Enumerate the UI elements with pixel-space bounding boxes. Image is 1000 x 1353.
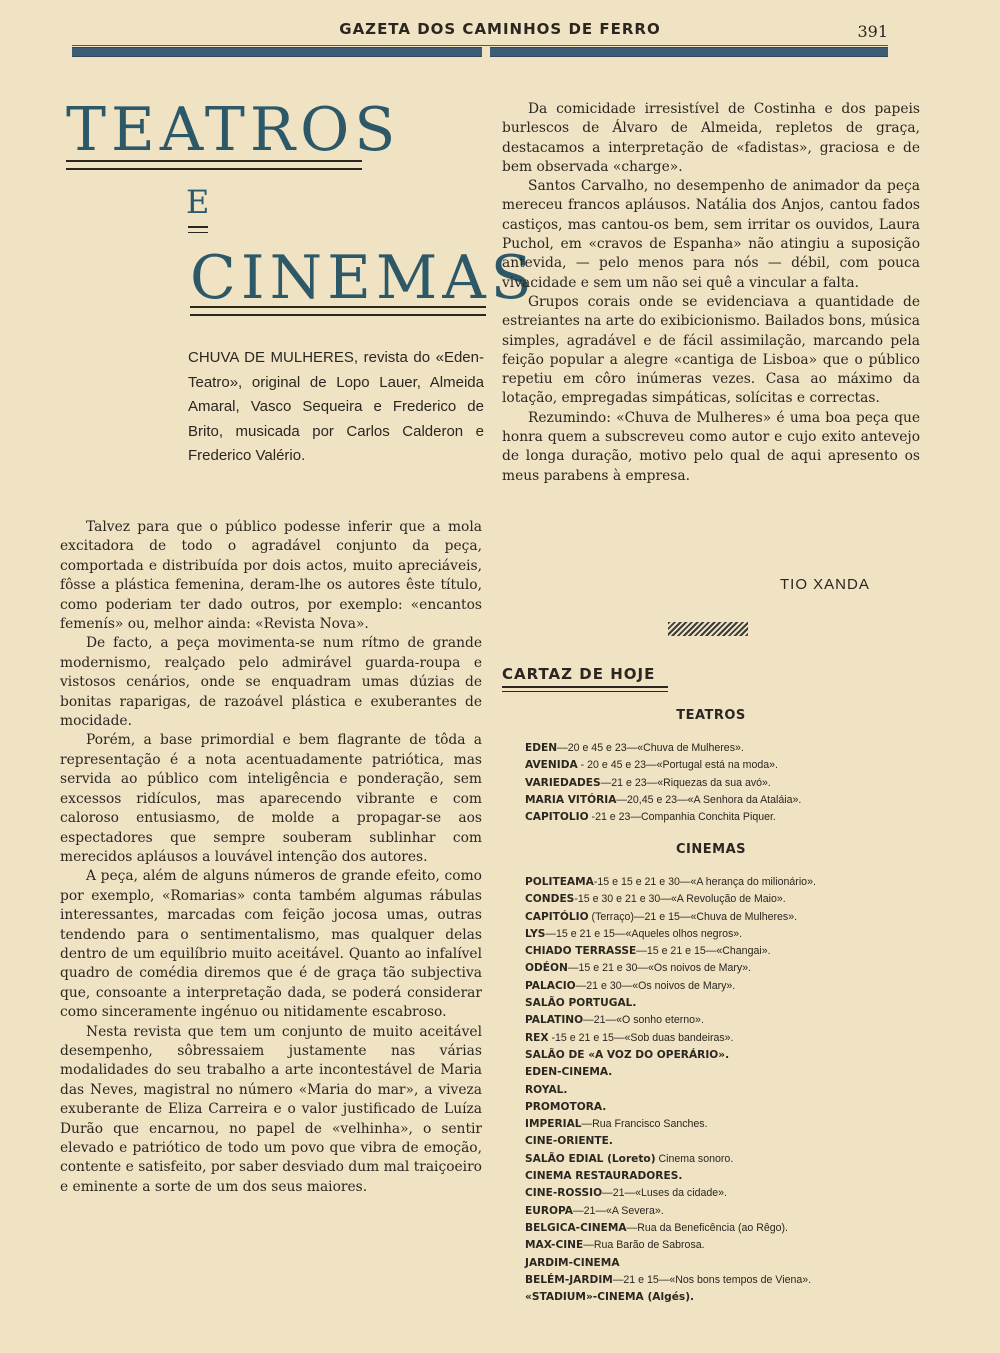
listing-row: [525, 960, 925, 977]
venue-name: EDEN-CINEMA.: [525, 1066, 613, 1079]
article-title-cinemas: CINEMAS: [190, 243, 537, 313]
venue-name: LYS: [525, 927, 546, 940]
venue-name: BELGICA-CINEMA: [525, 1221, 627, 1234]
venue-detail: —Rua Barão de Sabrosa.: [583, 1239, 705, 1252]
article-signature: TIO XANDA: [780, 576, 870, 593]
listing-row: [525, 1133, 925, 1150]
listing-row: [525, 978, 925, 995]
venue-name: CAPITOLIO: [525, 811, 589, 824]
venue-detail: —20 e 45 e 23—«Chuva de Mulheres».: [557, 742, 744, 754]
listing-row: [525, 1289, 925, 1306]
venue-detail: -15 e 15 e 21 e 30—«A herança do milionário».: [593, 876, 816, 888]
venue-name: SALÃO DE «A VOZ DO OPERÁRIO».: [525, 1048, 730, 1061]
listing-row: [525, 1047, 925, 1064]
venue-name: REX: [525, 1031, 549, 1044]
venue-name: MARIA VITÓRIA: [525, 793, 617, 806]
listing-row: [525, 740, 925, 757]
listing-row: [525, 1220, 925, 1237]
article-column-right: [502, 100, 920, 486]
paragraph: Porém, a base primordial e bem flagrante de tôda a representação é a nota acentuadamente patriótica, mas servida ao público com inteligência e ponderação, sem excessos ridículos, mas aparecendo vibrante e com caloroso entusiasmo, de molde a propagar-se aos espectadores que sempre souberam sublinhar com merecidos apláusos a louvável intenção dos autores.: [60, 732, 482, 865]
venue-name: BELÉM-JARDIM: [525, 1273, 613, 1286]
venue-detail: -15 e 21 e 15—«Sob duas bandeiras».: [548, 1031, 734, 1044]
venue-name: ODÉON: [525, 962, 568, 975]
venue-name: AVENIDA: [525, 759, 578, 772]
venue-name: MAX-CINE: [525, 1239, 584, 1252]
paragraph: A peça, além de alguns números de grande efeito, como por exemplo, «Romarias» conta também algumas rábulas interessantes, marcadas com feição jocosa umas, outras tendendo para o sentimentalismo, mas qualquer delas dentro de um equilíbrio muito aceitável. Quanto ao infalível quadro de comédia diremos que é de graça tão subjectiva que, consoante a interpretação dada, se poderá considerar como sinceramente ingénuo ou nitidamente escabroso.: [60, 868, 482, 1021]
header-rule-thin: [72, 45, 888, 46]
venue-name: CONDES: [525, 893, 575, 906]
cinemas-heading: CINEMAS: [676, 842, 746, 857]
page-number: 391: [857, 22, 888, 41]
venue-detail: —15 e 21 e 15—«Aqueles olhos negros».: [545, 927, 743, 940]
venue-detail: -21 e 23—Companhia Conchita Piquer.: [588, 811, 776, 824]
venue-detail: —21—«Luses da cidade».: [602, 1187, 727, 1200]
venue-detail: (Terraço)—21 e 15—«Chuva de Mulheres».: [588, 910, 798, 923]
venue-name: PALATINO: [525, 1014, 584, 1027]
listing-row: [525, 1151, 925, 1168]
listing-row: [525, 1012, 925, 1029]
venue-detail: —15 e 21 e 30—«Os noivos de Mary».: [567, 962, 752, 975]
paragraph: Nesta revista que tem um conjunto de muito aceitável desempenho, sôbressaiem justamente nas várias modalidades do seu trabalho a arte incontestável de Maria das Neves, magistral no número «Maria do mar», a viveza exuberante de Eliza Carreira e o valor justificado de Luíza Durão que encarnou, no papel de «velhinha», o sentir elevado e patriótico de todo um povo que vibra de emoção, contente e satisfeito, por saber desviado dum mal traiçoeiro e eminente a sorte de um dos seus maiores.: [60, 1023, 482, 1195]
venue-detail: —Rua Francisco Sanches.: [581, 1118, 708, 1131]
venue-detail: - 20 e 45 e 23—«Portugal está na moda».: [577, 759, 778, 772]
cartaz-heading: CARTAZ DE HOJE: [502, 665, 656, 683]
listing-row: [525, 874, 925, 891]
listing-row: [525, 909, 925, 926]
paragraph: Da comicidade irresistível de Costinha e dos papeis burlescos de Álvaro de Almeida, repletos de graça, destacamos a interpretação de «fadistas», graciosa e de bem observada «charge».: [502, 101, 920, 175]
ornament-divider: [668, 622, 748, 636]
venue-name: SALÃO PORTUGAL.: [525, 997, 637, 1010]
listing-row: [525, 1030, 925, 1047]
venue-detail: Cinema sonoro.: [655, 1152, 734, 1165]
header-rule-right: [490, 47, 888, 57]
listing-row: [525, 891, 925, 908]
title-underline: [66, 160, 362, 170]
venue-name: IMPERIAL: [525, 1118, 582, 1131]
venue-detail: —21 e 30—«Os noivos de Mary».: [575, 979, 736, 992]
venue-name: PROMOTORA.: [525, 1100, 607, 1113]
venue-name: PALACIO: [525, 979, 576, 992]
venue-name: CINEMA RESTAURADORES.: [525, 1170, 683, 1183]
venue-name: «STADIUM»-CINEMA (Algés).: [525, 1291, 695, 1304]
listing-row: [525, 995, 925, 1012]
venue-detail: —21—«A Severa».: [573, 1204, 664, 1217]
venue-detail: —15 e 21 e 15—«Changai».: [636, 945, 771, 958]
listing-row: [525, 775, 925, 792]
venue-name: CINE-ROSSIO: [525, 1187, 603, 1200]
listing-row: [525, 792, 925, 809]
venue-detail: -15 e 30 e 21 e 30—«A Revolução de Maio».: [574, 893, 786, 906]
paragraph: De facto, a peça movimenta-se num rítmo de grande modernismo, realçado pelo admirável guarda-roupa e vistosos cenários, onde se enquadram umas dúzias de bonitas raparigas, de razoável plástica e exuberantes de mocidade.: [60, 635, 482, 730]
paragraph: Talvez para que o público podesse inferir que a mola excitadora de todo o agradável conjunto da peça, comportada e distribuída por dois actos, muito apreciáveis, fôsse a plástica femenina, deram-lhe os autores êste título, como poderiam ter dado outros, por exemplo: «encantos femenís» ou, melhor ainda: «Revista Nova».: [60, 519, 482, 633]
venue-name: EUROPA: [525, 1204, 573, 1217]
listing-row: [525, 1185, 925, 1202]
listing-row: [525, 943, 925, 960]
venue-name: JARDIM-CINEMA: [525, 1256, 620, 1269]
listing-row: [525, 1255, 925, 1272]
venue-name: SALÃO EDIAL (Loreto): [525, 1152, 656, 1165]
venue-name: CHIADO TERRASSE: [525, 945, 637, 958]
venue-detail: —21 e 15—«Nos bons tempos de Viena».: [612, 1273, 812, 1286]
header-rule-left: [72, 47, 482, 57]
paragraph: Rezumindo: «Chuva de Mulheres» é uma boa peça que honra quem a subscreveu como autor e cujo exito antevejo de longa duração, motivo pelo qual de aqui apresento os meus parabens à empresa.: [502, 409, 920, 484]
listing-row: [525, 1116, 925, 1133]
listing-row: [525, 757, 925, 774]
venue-detail: —21—«O sonho eterno».: [583, 1014, 704, 1027]
listing-row: [525, 1082, 925, 1099]
paragraph: Santos Carvalho, no desempenho de animador da peça mereceu francos apláusos. Natália dos Anjos, cantou fados castiços, mas cantou-os bem, sem irritar os ouvidos, Laura Puchol, em «cravos de Espanha» não atingiu a suposição antevida, — pelo menos para nós — débil, com pouca vivacidade e sem um não sei quê a vincular a falta.: [502, 178, 920, 291]
teatros-heading: TEATROS: [676, 708, 746, 723]
article-title-e: E: [186, 183, 210, 221]
cinemas-list: [525, 874, 925, 1306]
teatros-list: [525, 740, 925, 826]
venue-name: POLITEAMA: [525, 876, 594, 888]
listing-row: [525, 1168, 925, 1185]
listing-row: [525, 1272, 925, 1289]
article-title-teatros: TEATROS: [66, 95, 401, 165]
listing-row: [525, 926, 925, 943]
listing-row: [525, 1237, 925, 1254]
listing-row: [525, 1203, 925, 1220]
listing-row: [525, 1064, 925, 1081]
title-underline: [190, 306, 486, 316]
running-head: GAZETA DOS CAMINHOS DE FERRO: [339, 20, 661, 38]
article-lead: CHUVA DE MULHERES, revista do «Eden-Teatro», original de Lopo Lauer, Almeida Amaral, Vasco Sequeira e Frederico de Brito, musicada por Carlos Calderon e Frederico Valério.: [188, 349, 484, 464]
title-underline: [188, 226, 208, 233]
listing-row: [525, 1099, 925, 1116]
venue-name: EDEN: [525, 742, 558, 754]
venue-detail: —21 e 23—«Riquezas da sua avó».: [600, 776, 771, 789]
venue-detail: —20,45 e 23—«A Senhora da Ataláia».: [616, 793, 802, 806]
venue-name: CINE-ORIENTE.: [525, 1135, 613, 1148]
article-column-left: [60, 518, 482, 1197]
venue-name: ROYAL.: [525, 1083, 568, 1096]
listing-row: [525, 809, 925, 826]
venue-name: VARIEDADES: [525, 776, 601, 789]
paragraph: Grupos corais onde se evidenciava a quantidade de estreiantes na arte do exibicionismo. Bailados bons, música simples, agradável e de fácil assimilação, marcando pela feição popular a alegre «cantiga de Lisboa» que o público repetiu em côro inúmeras vezes. Casa ao máximo da lotação, empregadas simpáticas, solícitas e correctas.: [502, 293, 920, 407]
venue-name: CAPITÓLIO: [525, 910, 589, 923]
venue-detail: —Rua da Beneficência (ao Rêgo).: [626, 1221, 788, 1234]
cartaz-underline: [502, 686, 668, 692]
